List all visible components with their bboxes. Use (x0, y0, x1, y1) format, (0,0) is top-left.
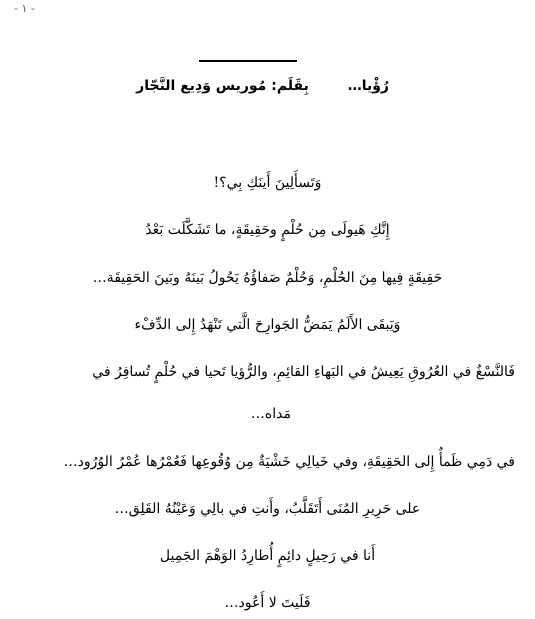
poem-line: مَداه… (250, 406, 291, 422)
poem-line: على حَرِيرِ المُنَى أَتَقَلَّبُ، وأَنتِ في بالِي وَعَيْنُهُ القَلِق… (114, 501, 421, 517)
poem-line: في دَمِي ظَمأٌ إِلى الحَقِيقَةِ، وفي خَيالِي خَشْيَةٌ مِن وُقُوعِها فَعُمْرُها عُمْرُ الوُرُود… (63, 454, 515, 470)
poem-line: حَقِيقَةٍ فِيها مِنَ الحُلْمِ، وَحُلْمٌ صَفاؤُهُ يَحُولُ بَينَهُ وبَينَ الحَقِيقَة… (92, 270, 443, 286)
poem-line: وَيَبقَى الأَلَمُ يَمَضُّ الجَوارِحَ الَّتي تَنْهَدُ إِلى الدِّفْء (134, 317, 401, 333)
page-number: - ١ - (14, 2, 35, 15)
poem-line: أَنا في رَحِيلٍ دائِمٍ أُطارِدُ الوَهْمَ الجَمِيل (159, 548, 376, 564)
poem-line: فَالنَّسْغُ في العُرُوقِ يَعِيشُ في البَهاءِ القائِمِ، والرُّؤيا تَحيا في حُلْمٍ تُسافِرُ في (92, 364, 515, 380)
poem-title: رُؤْيا… (347, 78, 389, 94)
poem-line: وَتَسأَلِينَ أَينَكِ بِي؟! (213, 175, 322, 191)
title-rule (199, 60, 297, 62)
poem-line: إِنَّكِ هَيولَى مِن حُلْمٍ وحَقِيقَةٍ، ما تَشَكَّلَت بَعْدُ (145, 222, 390, 238)
header (136, 78, 389, 94)
poem-author: بِقَلَم: مُوريس وَدِيع النَّجّار (136, 78, 309, 94)
poem-line: فَلَيتَ لا أَعُود… (224, 595, 311, 611)
